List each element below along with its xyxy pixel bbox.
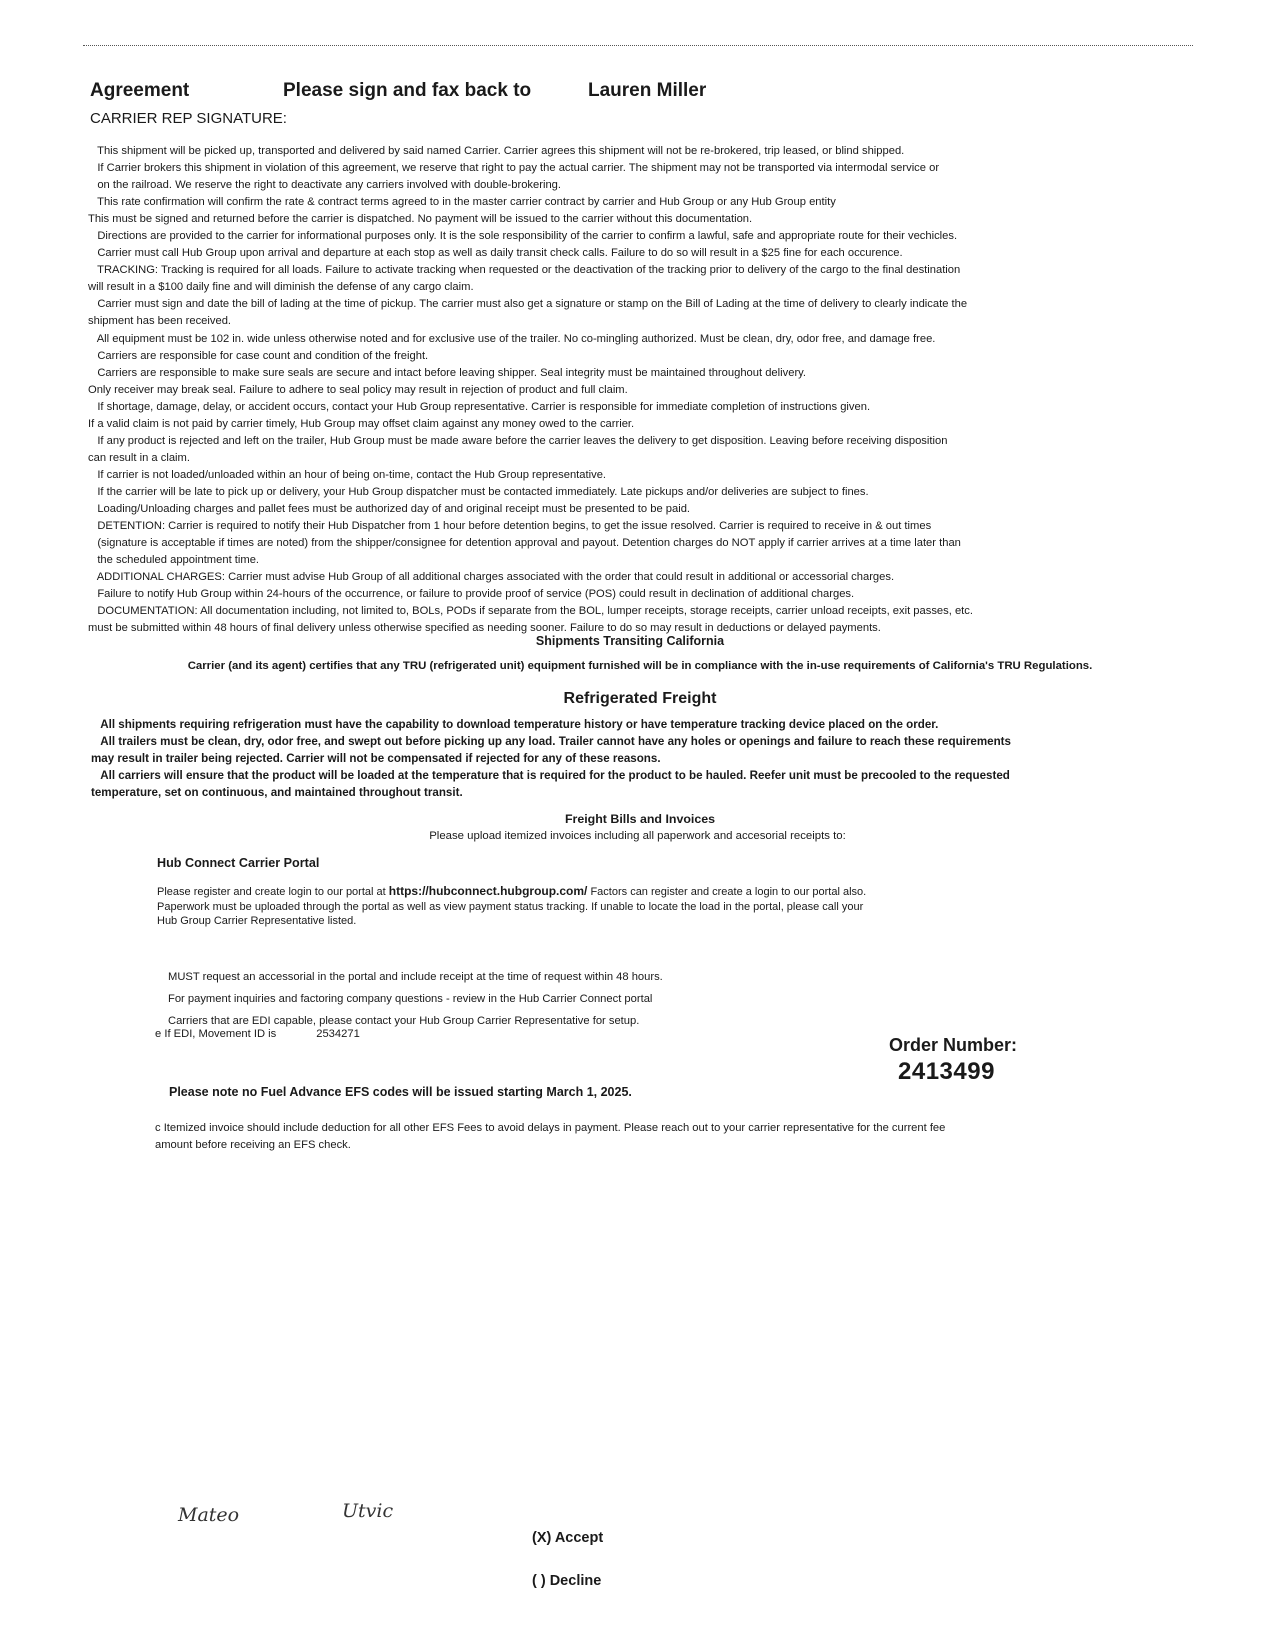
efs-line: c Itemized invoice should include deduction for all other EFS Fees to avoid delays in payment. Please reach out to your carrier representative for the current fee [155,1122,946,1134]
accessorial-line: MUST request an accessorial in the portal and include receipt at the time of request within 48 hours. [168,971,663,983]
top-dotted-divider [83,45,1193,46]
terms-line: This shipment will be picked up, transported and delivered by said named Carrier. Carrier agrees this shipment will not be re-brokered, trip leased, or blind shipped. [88,145,905,157]
terms-line: Carriers are responsible to make sure seals are secure and intact before leaving shipper. Seal integrity must be maintained throughout delivery. [88,366,807,379]
terms-line: Loading/Unloading charges and pallet fees must be authorized day of and original receipt must be presented to be paid. [88,502,691,515]
terms-line: will result in a $100 daily fine and will diminish the defense of any cargo claim. [88,281,474,294]
terms-line: Only receiver may break seal. Failure to adhere to seal policy may result in rejection of product and full claim. [88,383,628,396]
edi-movement-id: 2534271 [316,1028,360,1040]
edi-movement-line [155,1028,360,1040]
terms-line: This must be signed and returned before the carrier is dispatched. No payment will be issued to the carrier without this documentation. [88,213,753,226]
terms-line: All equipment must be 102 in. wide unless otherwise noted and for exclusive use of the trailer. No co-mingling authorized. Must be clean, dry, odor free, and damage free. [88,332,936,345]
order-number-label: Order Number: [889,1035,1018,1055]
terms-line: If the carrier will be late to pick up or delivery, your Hub Group dispatcher must be contacted immediately. Late pickups and/or deliveries are subject to fines. [88,485,869,498]
signature-first-name: Mateo [178,1504,240,1526]
carrier-rep-signature-label: CARRIER REP SIGNATURE: [90,110,287,127]
terms-line: shipment has been received. [88,315,232,328]
terms-line: If Carrier brokers this shipment in violation of this agreement, we reserve that right to pay the actual carrier. The shipment may not be transported via intermodal service or [88,162,940,175]
terms-line: can result in a claim. [88,451,190,464]
terms-line: Carrier must call Hub Group upon arrival and departure at each stop as well as daily transit check calls. Failure to do so will result in a $25 fine for each occurence. [88,247,903,260]
portal-line-1 [157,884,1037,900]
fuel-advance-note: Please note no Fuel Advance EFS codes will be issued starting March 1, 2025. [169,1085,632,1099]
refrigerated-line: All shipments requiring refrigeration must have the capability to download temperature history or have temperature tracking device placed on the order. [91,718,939,731]
order-number-value: 2413499 [898,1058,995,1085]
portal-title: Hub Connect Carrier Portal [157,856,320,870]
portal-line-2: Paperwork must be uploaded through the portal as well as view payment status tracking. If unable to locate the load in the portal, please call your [157,900,864,913]
refrigerated-text [91,716,1191,801]
terms-line: Directions are provided to the carrier for informational purposes only. It is the sole responsibility of the carrier to confirm a lawful, safe and appropriate route for their vechicles. [88,230,958,243]
terms-line: If carrier is not loaded/unloaded within an hour of being on-time, contact the Hub Group representative. [88,468,607,481]
freight-bills-title: Freight Bills and Invoices [564,812,716,826]
accessorial-text [168,966,663,1032]
terms-line: If any product is rejected and left on the trailer, Hub Group must be made aware before the carrier leaves the delivery to get disposition. Leaving before receiving disposition [88,434,948,447]
terms-line: must be submitted within 48 hours of final delivery unless otherwise specified as needing sooner. Failure to do so may result in deductions or delayed payments. [88,622,881,635]
accessorial-line: For payment inquiries and factoring company questions - review in the Hub Carrier Connect portal [168,993,653,1005]
terms-line: If a valid claim is not paid by carrier timely, Hub Group may offset claim against any money owed to the carrier. [88,417,635,430]
sign-instruction: Please sign and fax back to [283,80,532,101]
accept-option[interactable]: (X) Accept [532,1530,604,1546]
efs-note [155,1120,1115,1154]
agreement-heading: Agreement [90,80,190,101]
terms-line: DOCUMENTATION: All documentation including, not limited to, BOLs, PODs if separate from the BOL, lumper receipts, storage receipts, carrier unload receipts, exit passes, etc. [88,605,973,618]
efs-line: amount before receiving an EFS check. [155,1139,351,1151]
terms-line: ADDITIONAL CHARGES: Carrier must advise Hub Group of all additional charges associated with the order that could result in additional or accessorial charges. [88,571,895,584]
california-title: Shipments Transiting California [535,634,725,648]
signature-last-name: Utvic [342,1500,394,1522]
portal-line-1-pre: Please register and create login to our portal at [157,886,389,898]
terms-line: If shortage, damage, delay, or accident occurs, contact your Hub Group representative. Carrier is responsible for immediate completion of instructions given. [88,400,871,413]
terms-line: DETENTION: Carrier is required to notify their Hub Dispatcher from 1 hour before detention begins, to get the issue resolved. Carrier is required to receive in & out times [88,520,932,533]
terms-line: the scheduled appointment time. [88,554,260,567]
terms-line: TRACKING: Tracking is required for all loads. Failure to activate tracking when requested or the deactivation of the tracking prior to delivery of the cargo to the final destination [88,264,961,277]
refrigerated-line: temperature, set on continuous, and maintained throughout transit. [91,786,463,799]
refrigerated-title: Refrigerated Freight [563,690,717,707]
terms-block [88,143,1188,637]
freight-bills-subtitle: Please upload itemized invoices including all paperwork and accesorial receipts to: [429,830,846,842]
portal-line-3: Hub Group Carrier Representative listed. [157,915,357,927]
portal-line-1-post: Factors can register and create a login to our portal also. [587,886,867,898]
terms-line: (signature is acceptable if times are noted) from the shipper/consignee for detention approval and payout. Detention charges do NOT apply if carrier arrives at a time later than [88,537,961,550]
terms-line: on the railroad. We reserve the right to deactivate any carriers involved with double-brokering. [88,179,562,192]
california-text: Carrier (and its agent) certifies that any TRU (refrigerated unit) equipment furnished will be in compliance with the in-use requirements of California's TRU Regulations. [187,660,1093,672]
terms-line: Carriers are responsible for case count and condition of the freight. [88,349,429,362]
refrigerated-line: All trailers must be clean, dry, odor free, and swept out before picking up any load. Trailer cannot have any holes or openings and failure to reach these requirements [91,735,1011,748]
refrigerated-line: All carriers will ensure that the product will be loaded at the temperature that is required for the product to be hauled. Reefer unit must be precooled to the requested [91,769,1010,782]
terms-line: Failure to notify Hub Group within 24-hours of the occurrence, or failure to provide proof of service (POS) could result in declination of additional charges. [88,588,855,601]
portal-url-link[interactable]: https://hubconnect.hubgroup.com/ [388,884,588,898]
contact-name: Lauren Miller [588,80,707,101]
portal-text [157,884,1037,929]
refrigerated-line: may result in trailer being rejected. Carrier will not be compensated if rejected for any of these reasons. [91,752,661,765]
terms-line: Carrier must sign and date the bill of lading at the time of pickup. The carrier must also get a signature or stamp on the Bill of Lading at the time of delivery to clearly indicate the [88,298,968,311]
decline-option[interactable]: ( ) Decline [532,1573,602,1589]
terms-line: This rate confirmation will confirm the rate & contract terms agreed to in the master carrier contract by carrier and Hub Group or any Hub Group entity [88,196,836,209]
accessorial-line: Carriers that are EDI capable, please contact your Hub Group Carrier Representative for setup. [168,1015,640,1027]
edi-label: e If EDI, Movement ID is [155,1028,277,1040]
